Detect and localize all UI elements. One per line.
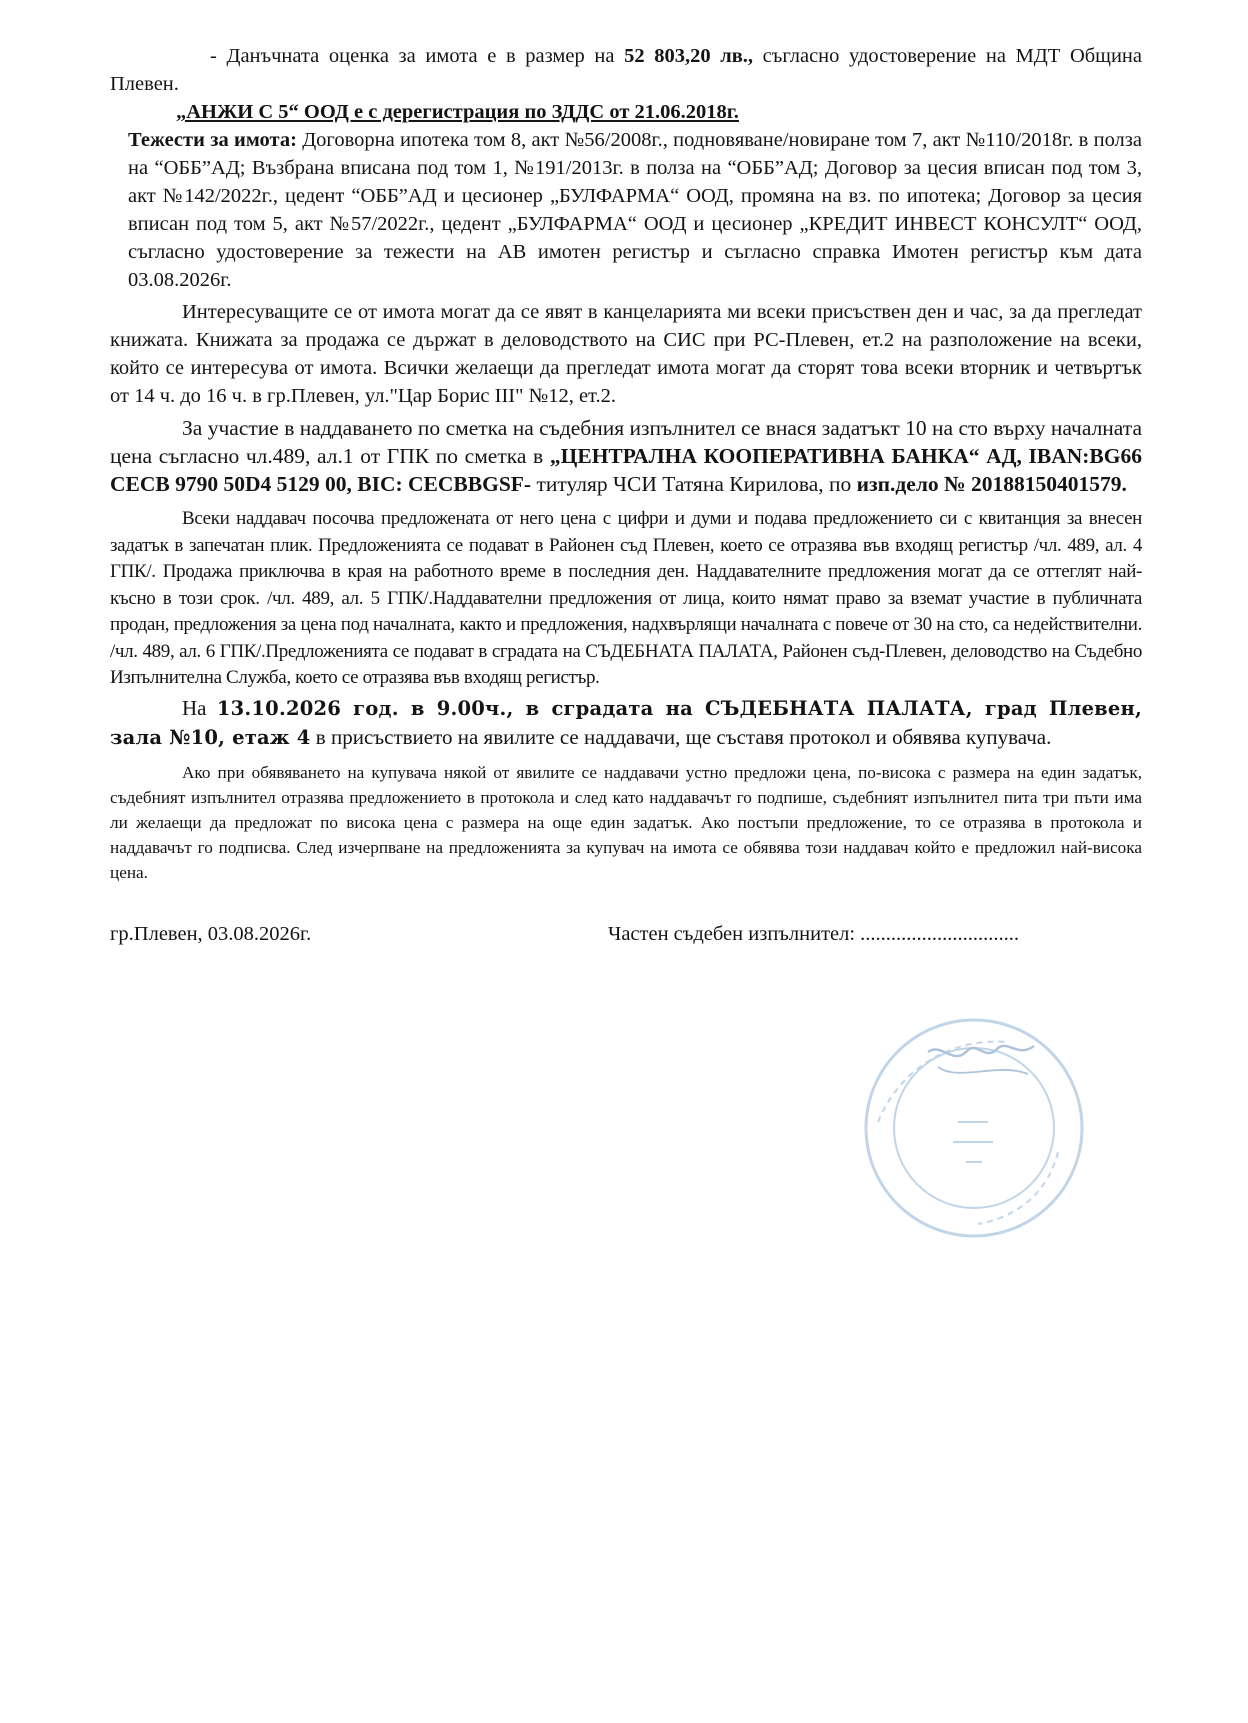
deposit-text-2: титуляр ЧСИ Татяна Кирилова, по <box>536 472 857 496</box>
tax-amount: 52 803,20 лв., <box>624 45 754 67</box>
deposit-paragraph <box>110 414 1142 498</box>
tax-suffix: съгласно удостоверение на МДТ Община Плевен. <box>110 45 1142 95</box>
auction-text-2: в присъствието на явилите се наддавачи, ще съставя протокол и обявява купувача. <box>310 724 1052 749</box>
case-number: изп.дело № 20188150401579. <box>856 472 1127 496</box>
inspection-paragraph: Интересуващите се от имота могат да се явят в канцеларията ми всеки присъствен ден и час, за да прегледат книжата. Книжата за продажа се държат в деловодството на СИС при РС-Плевен, ет.2 на разположение на всеки, който се интересува от имота. Всички желаещи да прегледат имота могат да сторят това всеки вторник и четвъртък от 14 ч. до 16 ч. в гр.Плевен, ул."Цар Борис III" №12, ет.2. <box>110 301 1142 407</box>
auction-paragraph <box>110 694 1142 752</box>
footer <box>110 923 1142 963</box>
place-date: гр.Плевен, 03.08.2026г. <box>110 922 312 945</box>
vat-deregistration-note: „АНЖИ С 5“ ООД е с дерегистрация по ЗДДС от 21.06.2018г. <box>176 101 739 123</box>
document-page <box>110 42 1142 963</box>
tax-valuation-paragraph <box>110 42 1142 98</box>
tax-prefix: - Данъчната оценка за имота е в размер на <box>210 45 625 67</box>
bidding-conditions-paragraph: Всеки наддавач посочва предложената от него цена с цифри и думи и подава предложението си с квитанция за внесен задатък в запечатан плик. Предложенията се подават в Районен съд Плевен, което се отразява във входящ регистър /чл. 489, ал. 4 ГПК/. Продажа приключва в края на работното време в последния ден. Наддавателните предложения могат да се оттеглят най-късно в този срок. /чл. 489, ал. 5 ГПК/.Наддавателни предложения от лица, които нямат право за вземат участие в публичната продан, предложения за цена под началната, както и предложения, надхвърлящи началната с повече от 30 на сто, са недействителни. /чл. 489, ал. 6 ГПК/.Предложенията се подават в сградата на СЪДЕБНАТА ПАЛАТА, Районен съд-Плевен, деловодство на Съдебно Изпълнителна Служба, което се отразява във входящ регистър. <box>110 508 1142 688</box>
deposit-text-1: За участие в наддаването по сметка на съдебния изпълнител се внася задатъкт 10 на сто върху началната цена съгласно чл.489, ал.1 от ГПК по сметка в <box>110 416 1142 468</box>
auction-details: 13.10.2026 год. в 9.00ч., в сградата на СЪДЕБНАТА ПАЛАТА, град Плевен, зала №10, етаж 4 <box>110 696 1142 749</box>
signature-line: Частен съдебен изпълнител: ............................... <box>608 922 1020 945</box>
auction-text-1: На <box>182 695 217 720</box>
burdens-paragraph <box>110 126 1142 294</box>
bank-details: „ЦЕНТРАЛНА КООПЕРАТИВНА БАНКА“ АД, IBAN:BG66 CECB 9790 50D4 5129 00, BIC: CECBBGSF- <box>110 444 1143 496</box>
burdens-text: Договорна ипотека том 8, акт №56/2008г., подновяване/новиране том 7, акт №110/2018г. в полза на “ОББ”АД; Възбрана вписана под том 1, №191/2013г. в полза на “ОББ”АД; Договор за цесия вписан под том 3, акт №142/2022г., цедент “ОББ”АД и цесионер „БУЛФАРМА“ ООД, промяна на вз. по ипотека; Договор за цесия вписан под том 5, акт №57/2022г., цедент „БУЛФАРМА“ ООД и цесионер „КРЕДИТ ИНВЕСТ КОНСУЛТ“ ООД, съгласно удостоверение за тежести на АВ имотен регистър и съгласно справка Имотен регистър към дата 03.08.2026г. <box>128 129 1142 291</box>
official-stamp-icon <box>858 1012 1090 1244</box>
buyer-paragraph: Ако при обявяването на купувача някой от явилите се наддавачи устно предложи цена, по-висока с размера на един задатък, съдебният изпълнител отразява предложението в протокола и след като наддавачът го подпише, съдебният изпълнител пита три пъти има ли желаещи да предложат по висока цена с размера на още един задатък. Ако постъпи предложение, то се отразява в протокола и наддавачът го подписва. След изчерпване на предложенията за купувач на имота се обявява този наддавач който е предложил най-висока цена. <box>110 762 1142 882</box>
burdens-label: Тежести за имота: <box>128 129 297 151</box>
